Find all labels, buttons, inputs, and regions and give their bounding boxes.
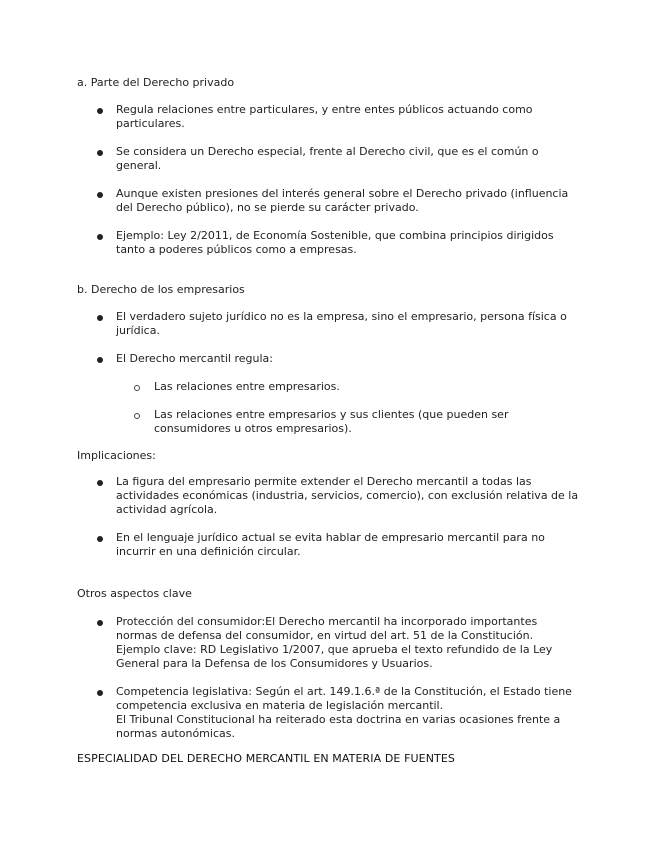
bullet-icon: [97, 234, 103, 240]
list-item: En el lenguaje jurídico actual se evita hablar de empresario mercantil para no incurrir en una definición circular.: [116, 531, 545, 558]
list-item: Ejemplo: Ley 2/2011, de Economía Sostenible, que combina principios dirigidos tanto a poderes públicos como a empresas.: [116, 229, 554, 256]
hollow-bullet-icon: [134, 385, 140, 391]
implicaciones-title: Implicaciones:: [77, 449, 156, 462]
bullet-icon: [97, 150, 103, 156]
list-item: Regula relaciones entre particulares, y entre entes públicos actuando como particulares.: [116, 103, 533, 130]
sub-list-item: Las relaciones entre empresarios.: [154, 380, 340, 393]
section-b-title: b. Derecho de los empresarios: [77, 283, 245, 296]
list-item: El verdadero sujeto jurídico no es la empresa, sino el empresario, persona física o jurídica.: [116, 310, 567, 337]
list-item: Se considera un Derecho especial, frente al Derecho civil, que es el común o general.: [116, 145, 539, 172]
bullet-icon: [97, 192, 103, 198]
bullet-icon: [97, 480, 103, 486]
bullet-icon: [97, 315, 103, 321]
bullet-icon: [97, 108, 103, 114]
sub-list-item: Las relaciones entre empresarios y sus clientes (que pueden ser consumidores u otros empresarios).: [154, 408, 509, 435]
list-item: Aunque existen presiones del interés general sobre el Derecho privado (influencia del Derecho público), no se pierde su carácter privado.: [116, 187, 569, 214]
bullet-icon: [97, 536, 103, 542]
list-item: Competencia legislativa: Según el art. 149.1.6.ª de la Constitución, el Estado tiene competencia exclusiva en materia de legislación mercantil. El Tribunal Constitucional ha reiterado esta doctrina en varias ocasiones frente a normas autonómicas.: [116, 685, 572, 740]
bullet-icon: [97, 357, 103, 363]
section-heading-fuentes: ESPECIALIDAD DEL DERECHO MERCANTIL EN MATERIA DE FUENTES: [77, 752, 455, 765]
section-a-title: a. Parte del Derecho privado: [77, 76, 235, 89]
bullet-icon: [97, 620, 103, 626]
list-item: Protección del consumidor:El Derecho mercantil ha incorporado importantes normas de defensa del consumidor, en virtud del art. 51 de la Constitución. Ejemplo clave: RD Legislativo 1/2007, que aprueba el texto refundido de la Ley General para la Defensa de los Consumidores y Usuarios.: [116, 615, 553, 670]
list-item: El Derecho mercantil regula:: [116, 352, 273, 365]
list-item: La figura del empresario permite extender el Derecho mercantil a todas las actividades económicas (industria, servicios, comercio), con exclusión relativa de la actividad agrícola.: [116, 475, 579, 516]
hollow-bullet-icon: [134, 413, 140, 419]
bullet-icon: [97, 690, 103, 696]
otros-title: Otros aspectos clave: [77, 587, 192, 600]
